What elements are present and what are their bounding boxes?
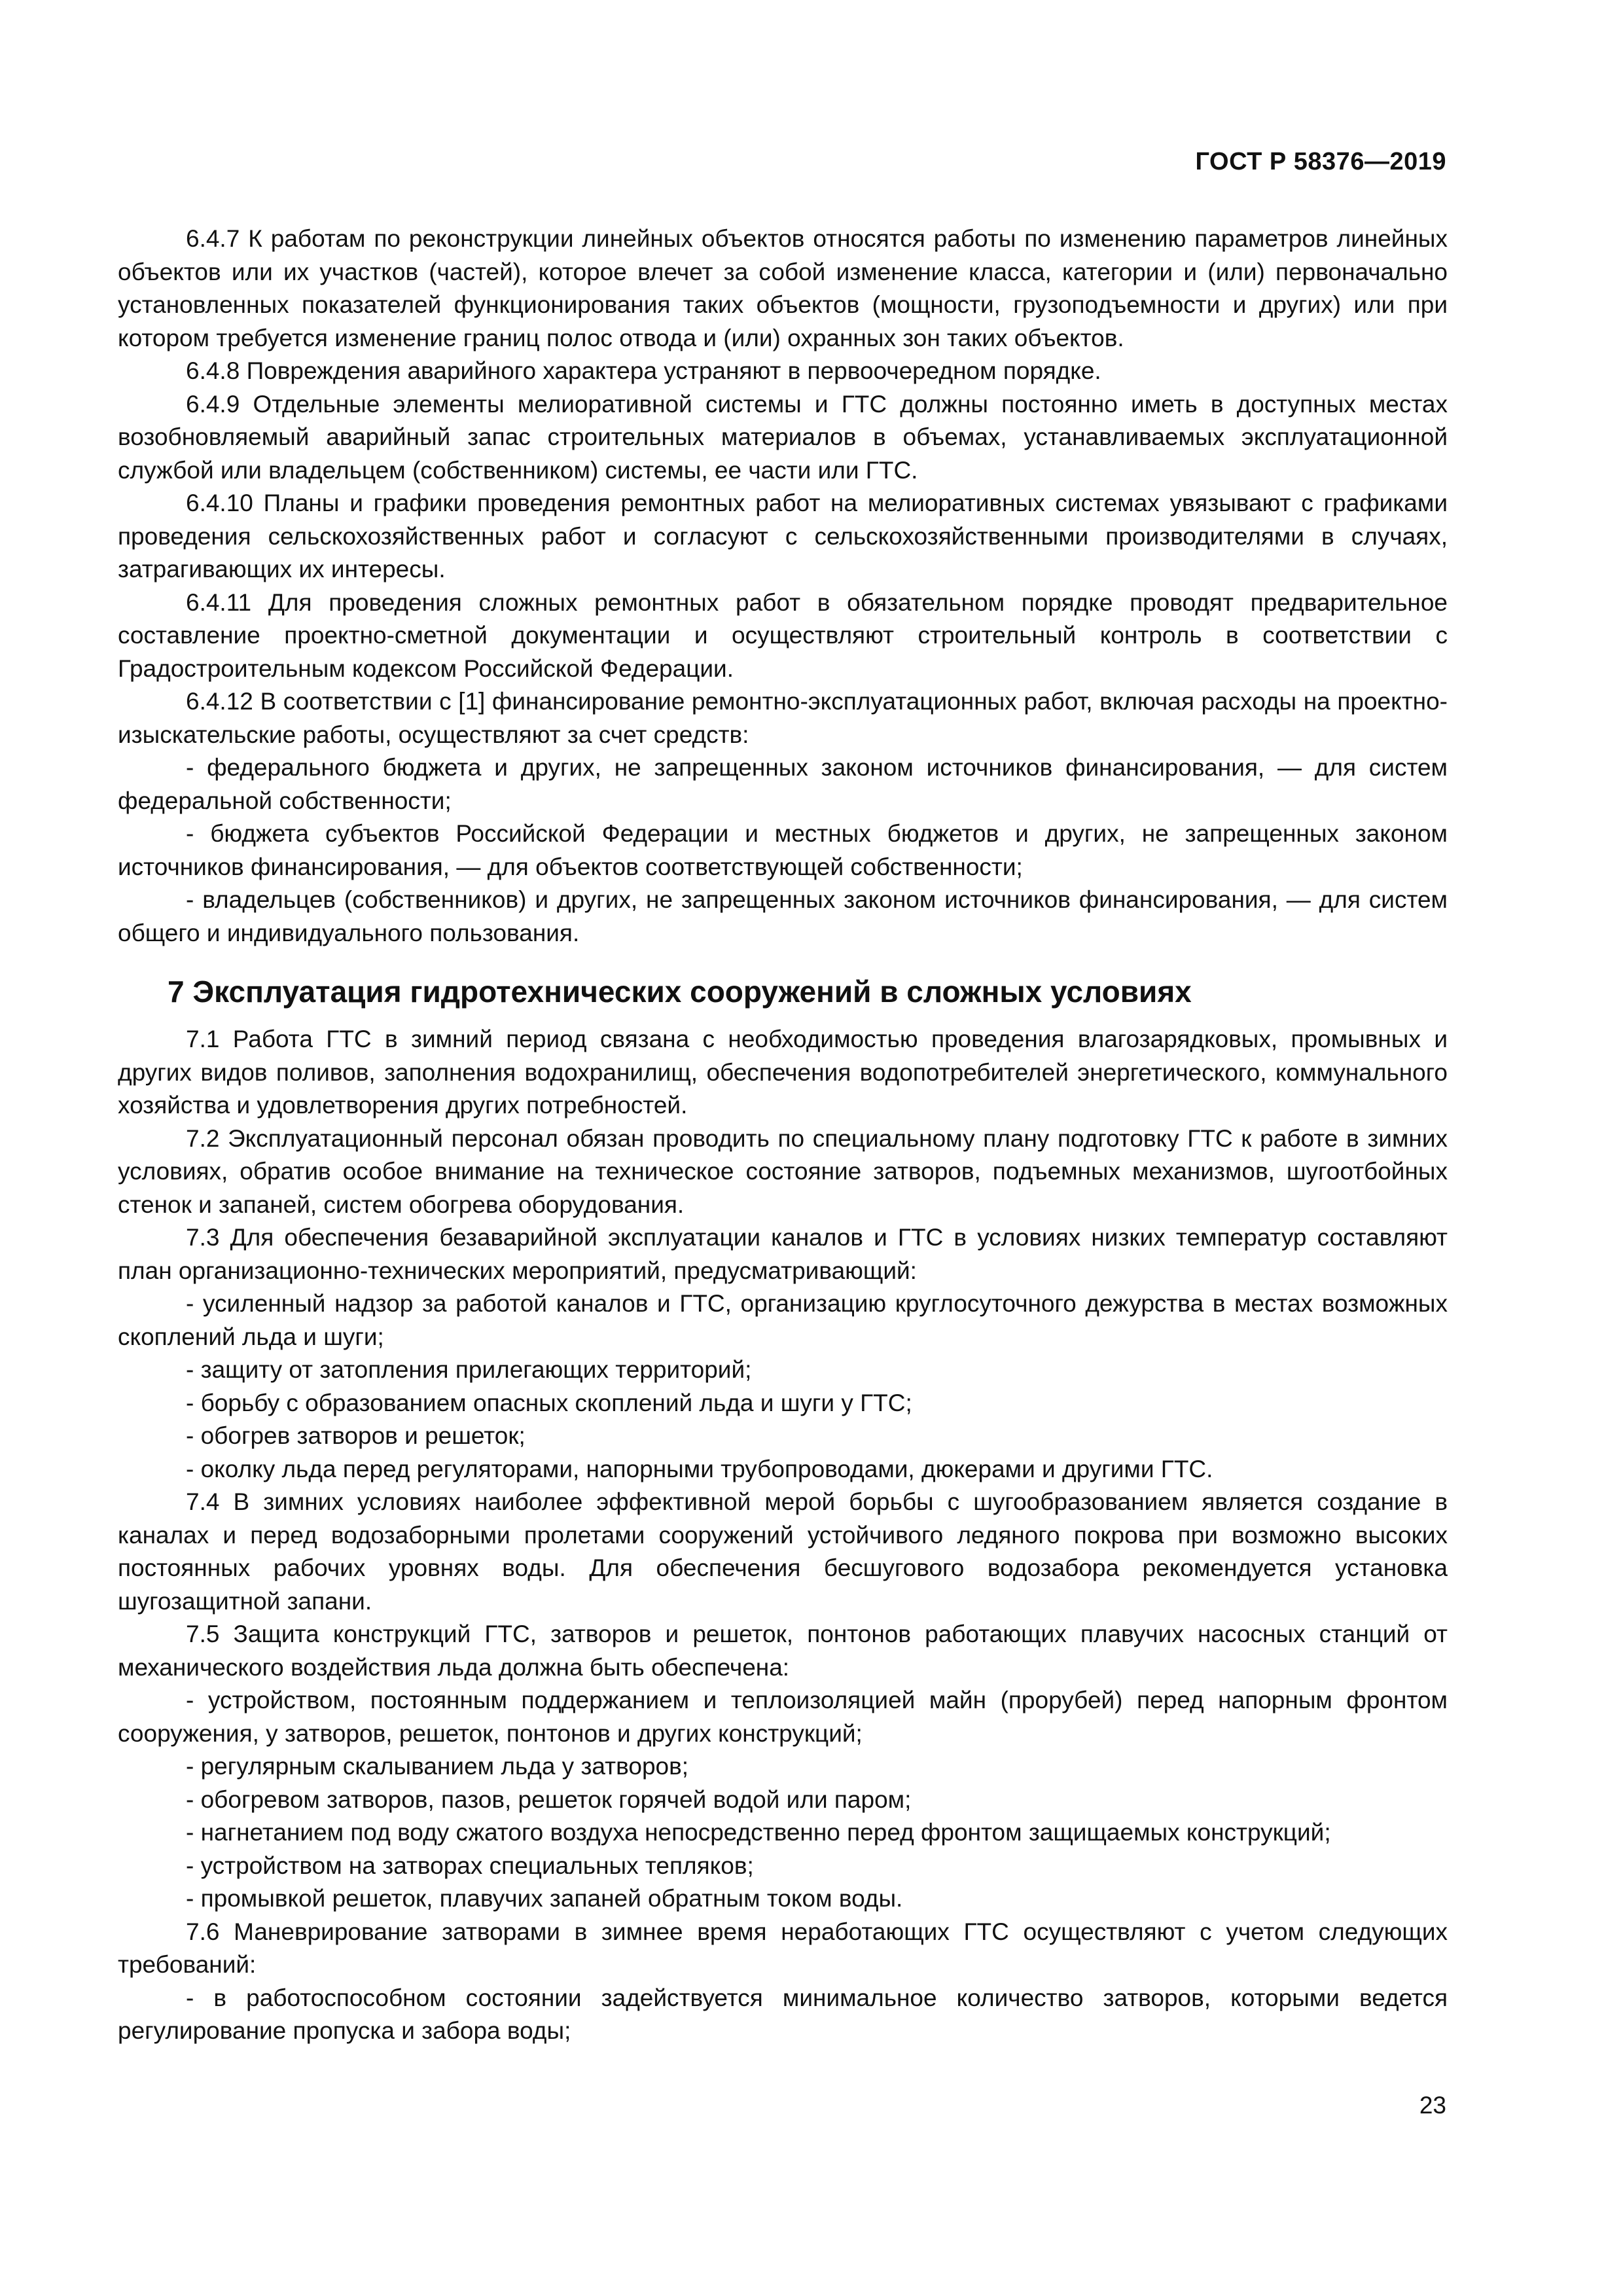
paragraph: 6.4.12 В соответствии с [1] финансирование ремонтно-эксплуатационных работ, включая расходы на проектно-изыскательские работы, осуществляют за счет средств: [118, 688, 1448, 748]
document-body [118, 223, 1448, 2048]
section-6-text [118, 223, 1448, 950]
paragraph: 6.4.9 Отдельные элементы мелиоративной системы и ГТС должны постоянно иметь в доступных местах возобновляемый аварийный запас строительных материалов в объемах, устанавливаемых эксплуатационной службой или владельцем (собственником) системы, ее части или ГТС. [118, 390, 1448, 484]
list-item: - федерального бюджета и других, не запрещенных законом источников финансирования, — для систем федеральной собственности; [118, 754, 1448, 814]
paragraph: 6.4.8 Повреждения аварийного характера устраняют в первоочередном порядке. [186, 357, 1101, 384]
list-item: - владельцев (собственников) и других, не запрещенных законом источников финансирования, — для систем общего и индивидуального пользования. [118, 886, 1448, 946]
paragraph: 7.4 В зимних условиях наиболее эффективной мерой борьбы с шугообразованием является создание в каналах и перед водозаборными пролетами сооружений устойчивого ледяного покрова при возможно высоких постоянных рабочих уровнях воды. Для обеспечения бесшугового водозабора рекомендуется установка шугозащитной запани. [118, 1488, 1448, 1615]
list-item: - регулярным скалыванием льда у затворов; [186, 1753, 689, 1780]
paragraph: 7.5 Защита конструкций ГТС, затворов и решеток, понтонов работающих плавучих насосных станций от механического воздействия льда должна быть обеспечена: [118, 1621, 1448, 1681]
list-item: - защиту от затопления прилегающих территорий; [186, 1356, 752, 1383]
list-item: - промывкой решеток, плавучих запаней обратным током воды. [186, 1885, 903, 1912]
paragraph: 7.2 Эксплуатационный персонал обязан проводить по специальному плану подготовку ГТС к работе в зимних условиях, обратив особое внимание на техническое состояние затворов, подъемных механизмов, шугоотбойных стенок и запаней, систем обогрева оборудования. [118, 1124, 1448, 1218]
paragraph: 6.4.7 К работам по реконструкции линейных объектов относятся работы по изменению параметров линейных объектов или их участков (частей), которое влечет за собой изменение класса, категории и (или) первоначально установленных показателей функционирования таких объектов (мощности, грузоподъемности и других) или при котором требуется изменение границ полос отвода и (или) охранных зон таких объектов. [118, 225, 1448, 351]
list-item: - усиленный надзор за работой каналов и ГТС, организацию круглосуточного дежурства в местах возможных скоплений льда и шуги; [118, 1290, 1448, 1350]
paragraph: 7.3 Для обеспечения безаварийной эксплуатации каналов и ГТС в условиях низких температур составляют план организационно-технических мероприятий, предусматривающий: [118, 1224, 1448, 1284]
list-item: - устройством, постоянным поддержанием и теплоизоляцией майн (прорубей) перед напорным фронтом сооружения, у затворов, решеток, понтонов и других конструкций; [118, 1687, 1448, 1747]
paragraph: 6.4.10 Планы и графики проведения ремонтных работ на мелиоративных системах увязывают с графиками проведения сельскохозяйственных работ и согласуют с сельскохозяйственными производителями в случаях, затрагивающих их интересы. [118, 490, 1448, 583]
list-item: - бюджета субъектов Российской Федерации и местных бюджетов и других, не запрещенных законом источников финансирования, — для объектов соответствующей собственности; [118, 820, 1448, 880]
page-number: 23 [1419, 2092, 1446, 2119]
list-item: - устройством на затворах специальных тепляков; [186, 1852, 754, 1879]
section-7-heading: 7 Эксплуатация гидротехнических сооружений в сложных условиях [168, 975, 1192, 1009]
list-item: - обогрев затворов и решеток; [186, 1422, 526, 1449]
list-item: - в работоспособном состоянии задействуется минимальное количество затворов, которыми ведется регулирование пропуска и забора воды; [118, 1984, 1448, 2044]
paragraph: 7.1 Работа ГТС в зимний период связана с необходимостью проведения влагозарядковых, промывных и других видов поливов, заполнения водохранилищ, обеспечения водопотребителей энергетического, коммунального хозяйства и удовлетворения других потребностей. [118, 1026, 1448, 1119]
section-7-text [118, 1023, 1448, 2048]
list-item: - обогревом затворов, пазов, решеток горячей водой или паром; [186, 1785, 912, 1813]
paragraph: 7.6 Маневрирование затворами в зимнее время неработающих ГТС осуществляют с учетом следующих требований: [118, 1918, 1448, 1978]
paragraph: 6.4.11 Для проведения сложных ремонтных работ в обязательном порядке проводят предварительное составление проектно-сметной документации и осуществляют строительный контроль в соответствии с Градостроительным кодексом Российской Федерации. [118, 588, 1448, 682]
list-item: - нагнетанием под воду сжатого воздуха непосредственно перед фронтом защищаемых конструкций; [186, 1819, 1331, 1846]
document-code-header: ГОСТ Р 58376—2019 [1195, 148, 1446, 175]
list-item: - борьбу с образованием опасных скоплений льда и шуги у ГТС; [186, 1389, 912, 1416]
list-item: - околку льда перед регуляторами, напорными трубопроводами, дюкерами и другими ГТС. [186, 1455, 1213, 1482]
